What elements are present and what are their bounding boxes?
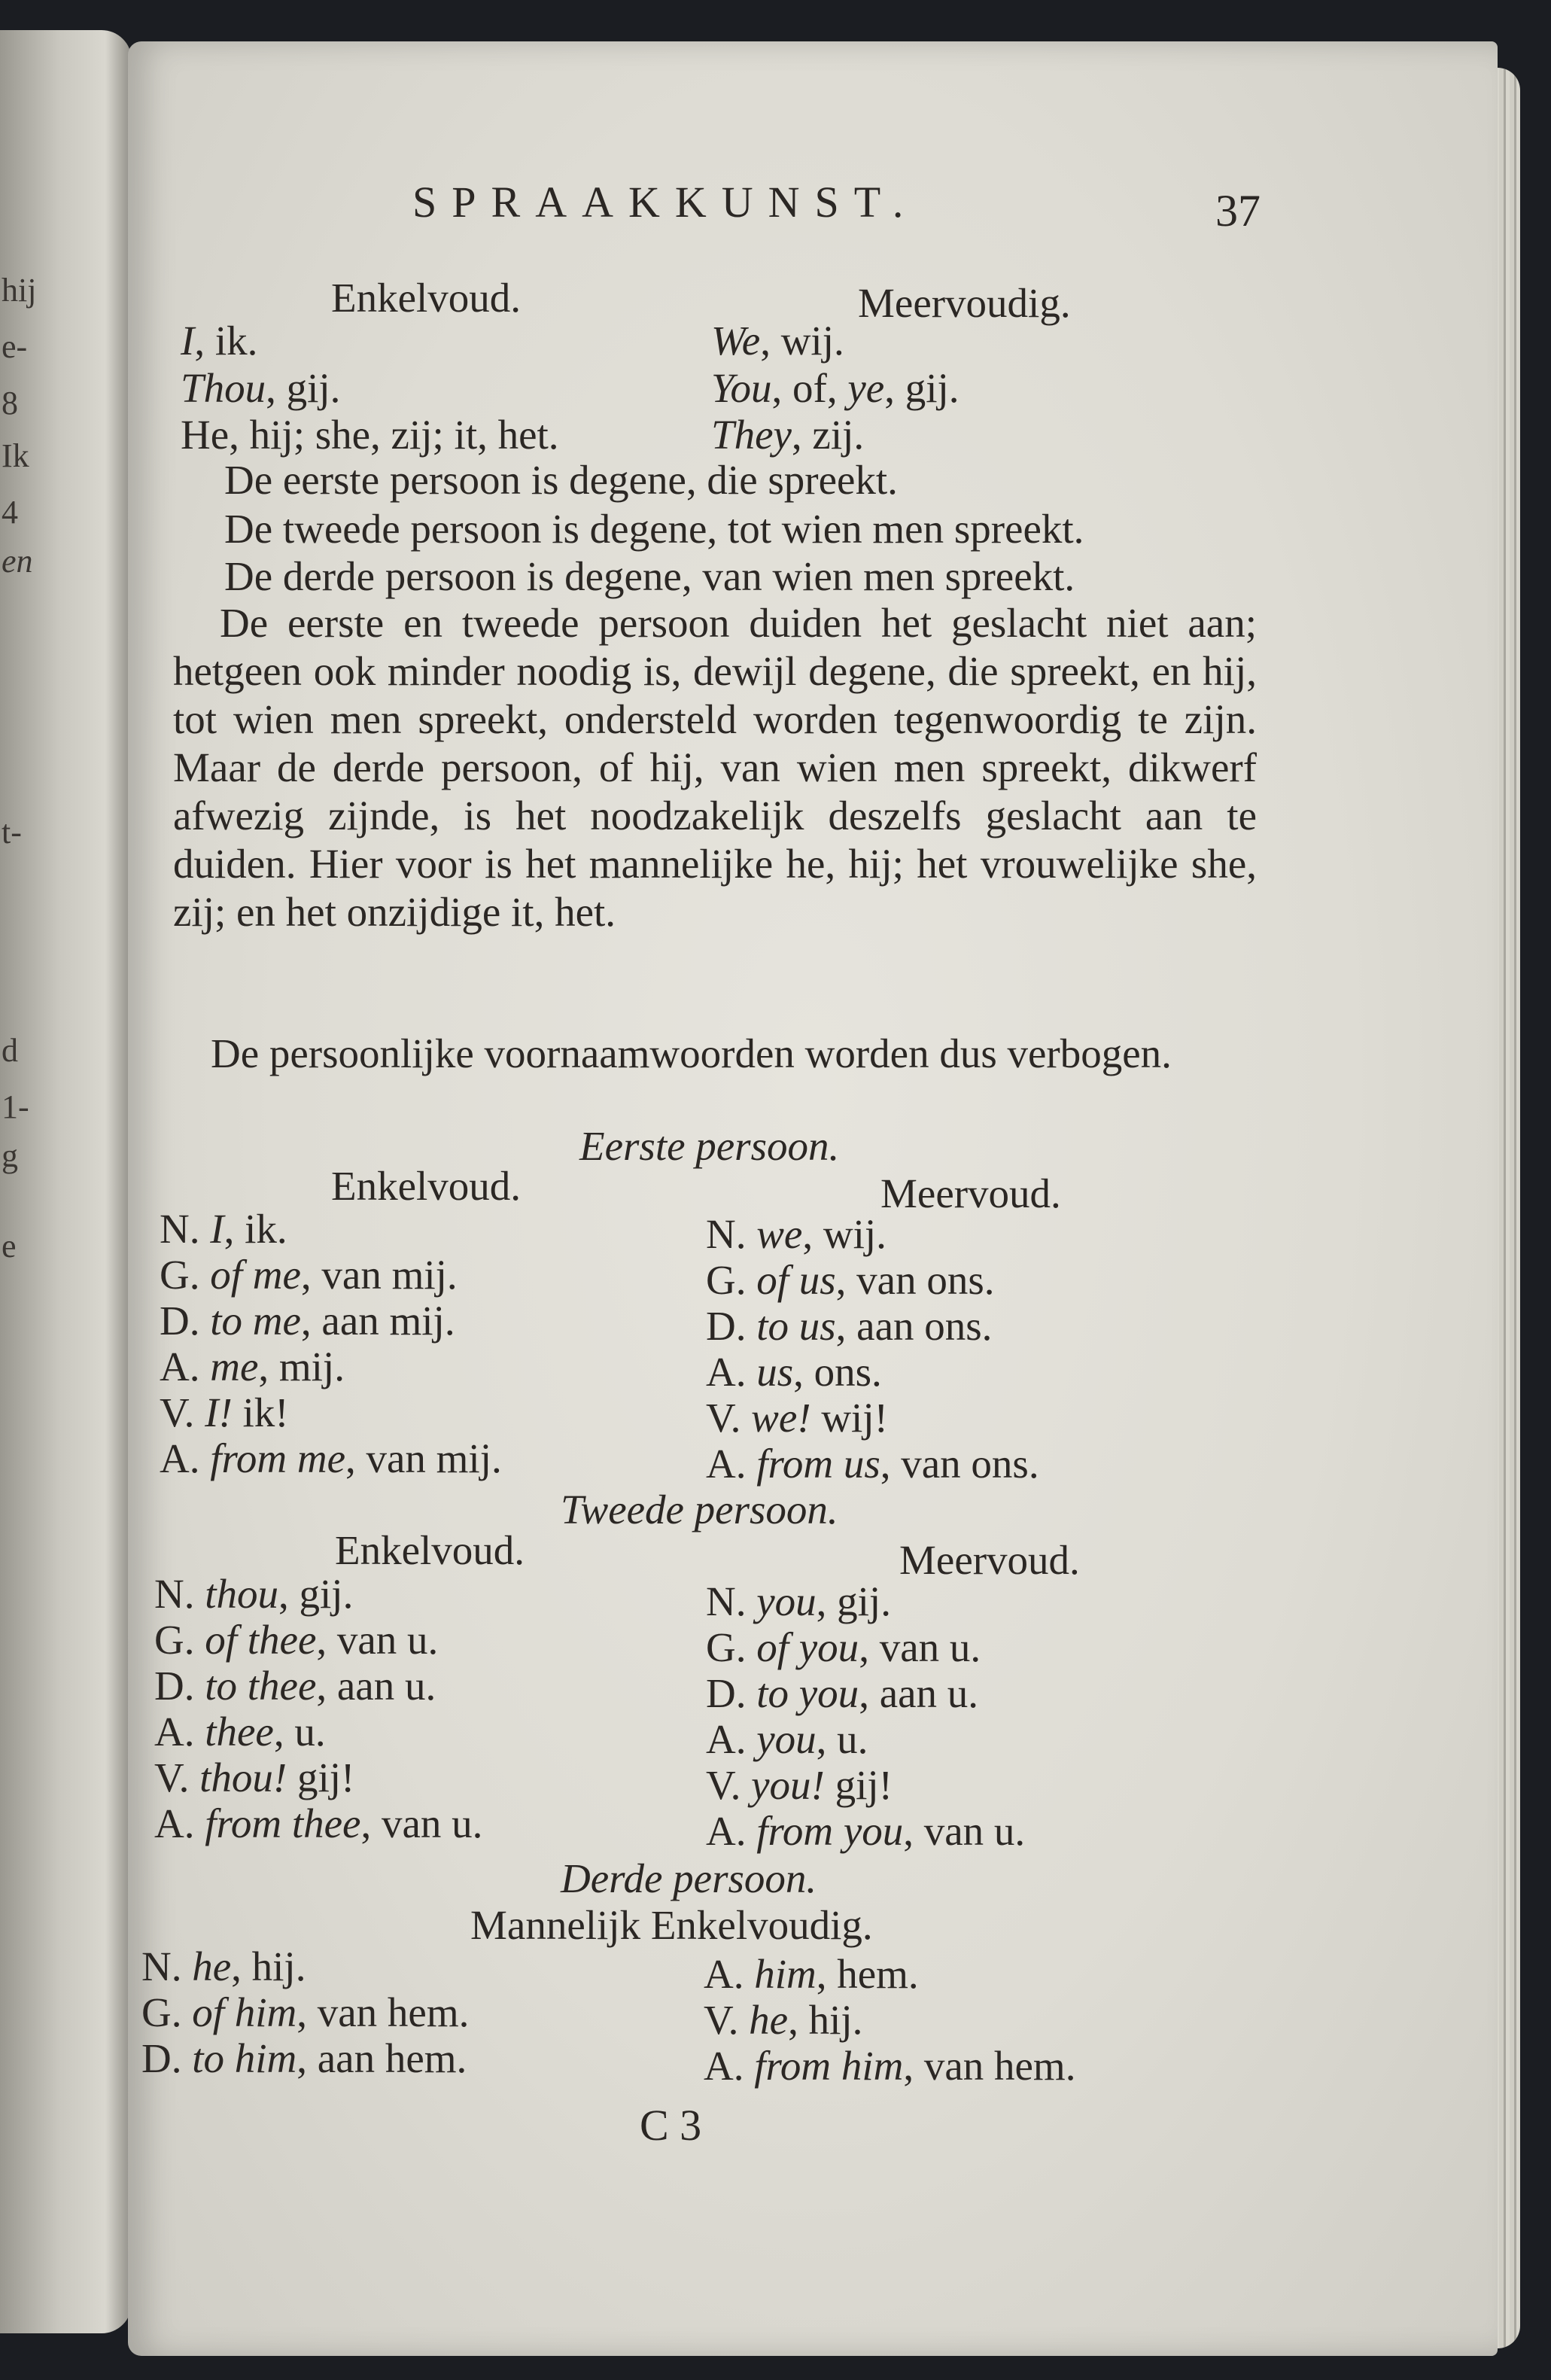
case-abbreviation: V. — [160, 1389, 205, 1435]
section-title: Eerste persoon. — [579, 1123, 840, 1169]
english-form: we — [756, 1211, 803, 1257]
dutch-form: ik! — [232, 1389, 289, 1435]
dutch-form: , van hem. — [903, 2043, 1076, 2089]
definition-line: De derde persoon is degene, van wien men spreekt. — [224, 553, 1075, 599]
case-abbreviation: A. — [160, 1435, 211, 1481]
declension-row — [141, 1989, 470, 2035]
english-form: we! — [751, 1395, 811, 1441]
english-form: thou — [205, 1571, 279, 1617]
case-abbreviation: D. — [706, 1303, 757, 1349]
declension-row — [704, 2043, 1076, 2089]
declension-row — [706, 1672, 978, 1714]
declension-row — [706, 1764, 893, 1806]
facing-page-fragment: e- — [2, 328, 28, 365]
declension-row — [154, 1617, 439, 1663]
declension-row — [706, 1395, 888, 1441]
section-title: Tweede persoon. — [561, 1487, 838, 1532]
english-form: I — [210, 1206, 224, 1252]
english-form: from thee — [205, 1800, 361, 1846]
dutch-form: , hij. — [788, 1997, 863, 2043]
case-abbreviation: G. — [154, 1617, 205, 1663]
declension-row — [160, 1298, 455, 1344]
english-form: I! — [205, 1389, 233, 1435]
declension-row — [154, 1573, 353, 1615]
definition-line: De eerste persoon is degene, die spreekt. — [224, 457, 898, 503]
intro-row: You, of, ye, gij. — [711, 365, 959, 411]
dutch-form: , aan mij. — [300, 1298, 455, 1344]
english-form: from him — [754, 2043, 904, 2089]
dutch-form: , mij. — [258, 1344, 345, 1389]
intro-row: They, zij. — [711, 412, 865, 458]
signature-mark: C 3 — [640, 2101, 702, 2150]
facing-page-fragment: hij — [2, 272, 37, 309]
dutch-form: wij! — [810, 1395, 888, 1441]
dutch-form: , van mij. — [300, 1252, 458, 1298]
dutch-form: , hij. — [231, 1943, 306, 1989]
dutch-form: , van u. — [316, 1617, 439, 1663]
english-form: to us — [756, 1303, 836, 1349]
running-title: SPRAAKKUNST. — [412, 178, 919, 227]
case-abbreviation: A. — [160, 1344, 211, 1389]
english-form: he — [192, 1943, 232, 1989]
declension-row — [160, 1252, 458, 1298]
case-abbreviation: A. — [706, 1441, 757, 1487]
declension-row — [154, 1800, 483, 1846]
english-form: he — [749, 1997, 789, 2043]
english-form: him — [754, 1951, 817, 1997]
english-form: from me — [210, 1435, 345, 1481]
facing-page-fragment: g — [2, 1137, 18, 1174]
english-form: thou! — [199, 1755, 287, 1800]
declension-row — [141, 2035, 467, 2081]
dutch-form: , aan u. — [859, 1670, 979, 1716]
dutch-form: , u. — [273, 1709, 326, 1755]
case-abbreviation: V. — [704, 1997, 750, 2043]
declension-row — [160, 1346, 345, 1387]
dutch-form: , van mij. — [345, 1435, 502, 1481]
declension-row — [154, 1709, 326, 1755]
dutch-form: , gij. — [278, 1571, 354, 1617]
english-form: to me — [210, 1298, 301, 1344]
declension-row — [706, 1810, 1025, 1852]
section-subtitle: Mannelijk Enkelvoudig. — [470, 1902, 873, 1948]
declension-row — [706, 1213, 887, 1255]
intro-row: I, ik. — [181, 318, 258, 364]
dutch-form: , van u. — [903, 1808, 1026, 1854]
case-abbreviation: G. — [706, 1257, 757, 1303]
intro-row: We, wij. — [711, 318, 844, 364]
intro-plural-heading: Meervoudig. — [858, 280, 1071, 326]
dutch-form: , ons. — [793, 1349, 882, 1395]
case-abbreviation: A. — [154, 1709, 205, 1755]
plural-heading: Meervoud. — [880, 1170, 1061, 1216]
declension-row — [154, 1757, 354, 1798]
facing-page-fragment: 8 — [2, 385, 18, 422]
case-abbreviation: N. — [154, 1571, 205, 1617]
dutch-form: , van hem. — [297, 1989, 470, 2035]
english-form: to you — [756, 1670, 859, 1716]
english-form: me — [210, 1344, 259, 1389]
case-abbreviation: D. — [160, 1298, 211, 1344]
plural-heading: Meervoud. — [899, 1537, 1080, 1583]
dutch-form: , aan ons. — [835, 1303, 993, 1349]
declension-row — [706, 1718, 868, 1760]
english-form: of us — [756, 1257, 836, 1303]
english-form: to thee — [205, 1663, 317, 1709]
english-form: to him — [192, 2035, 297, 2081]
section-title: Derde persoon. — [561, 1855, 817, 1901]
case-abbreviation: N. — [706, 1211, 757, 1257]
english-form: you — [756, 1716, 817, 1762]
dutch-form: , wij. — [802, 1211, 887, 1257]
declension-row — [704, 1999, 862, 2041]
case-abbreviation: V. — [706, 1395, 752, 1441]
case-abbreviation: A. — [706, 1716, 757, 1762]
case-abbreviation: A. — [704, 2043, 755, 2089]
declension-row — [160, 1389, 289, 1435]
english-form: you! — [751, 1762, 825, 1808]
facing-page-fragment: 1- — [2, 1088, 29, 1125]
english-form: of me — [210, 1252, 301, 1298]
dutch-form: , van u. — [859, 1624, 981, 1670]
dutch-form: , ik. — [224, 1206, 287, 1252]
case-abbreviation: D. — [706, 1670, 757, 1716]
facing-page-fragment: d — [2, 1032, 18, 1069]
dutch-form: , van ons. — [880, 1441, 1039, 1487]
case-abbreviation: V. — [706, 1762, 752, 1808]
case-abbreviation: G. — [706, 1624, 757, 1670]
facing-page-fragment: 4 — [2, 494, 18, 531]
declension-row — [154, 1663, 436, 1709]
english-form: of thee — [205, 1617, 317, 1663]
english-form: from you — [756, 1808, 904, 1854]
page-number: 37 — [1215, 186, 1261, 236]
case-abbreviation: N. — [160, 1206, 211, 1252]
intro-row: Thou, gij. — [181, 365, 341, 411]
declension-row — [706, 1441, 1039, 1487]
singular-heading: Enkelvoud. — [335, 1527, 525, 1573]
english-form: from us — [756, 1441, 880, 1487]
dutch-form: , van ons. — [835, 1257, 995, 1303]
case-abbreviation: D. — [141, 2035, 193, 2081]
intro-singular-heading: Enkelvoud. — [331, 275, 522, 321]
dutch-form: , gij. — [816, 1578, 891, 1624]
dutch-form: , hem. — [816, 1951, 919, 1997]
dutch-form: , aan u. — [316, 1663, 436, 1709]
facing-page-fragment: e — [2, 1228, 17, 1265]
declension-row — [160, 1206, 287, 1252]
declension-row — [706, 1259, 995, 1301]
english-form: of him — [192, 1989, 297, 2035]
english-form: of you — [756, 1624, 859, 1670]
english-form: thee — [205, 1709, 274, 1755]
facing-page-fragment: t- — [2, 814, 22, 851]
dutch-form: , aan hem. — [297, 2035, 467, 2081]
case-abbreviation: A. — [706, 1808, 757, 1854]
declension-row — [706, 1305, 992, 1347]
facing-page-fragment: en — [2, 543, 33, 580]
body-paragraph: De persoonlijke voornaamwoorden worden dus verbogen. — [211, 1030, 1172, 1076]
case-abbreviation: N. — [706, 1578, 757, 1624]
declension-row — [160, 1435, 502, 1481]
declension-row — [141, 1943, 306, 1989]
facing-page-fragment: Ik — [2, 437, 29, 474]
case-abbreviation: N. — [141, 1943, 193, 1989]
dutch-form: gij! — [287, 1755, 355, 1800]
declension-row — [706, 1624, 981, 1670]
case-abbreviation: G. — [160, 1252, 211, 1298]
body-paragraph: De eerste en tweede persoon duiden het geslacht niet aan; hetgeen ook minder noodig is, dewijl degene, die spreekt, en hij, tot wien men spreekt, ondersteld worden tegenwoordig te zijn. Maar de derde persoon, of hij, van wien men spreekt, dikwerf afwezig zijnde, is het noodzakelijk deszelfs geslacht aan te duiden. Hier voor is het mannelijke he, hij; het vrouwelijke she, zij; en het onzijdige it, het. — [173, 600, 1257, 935]
intro-row: He, hij; she, zij; it, het. — [181, 412, 559, 458]
dutch-form: , van u. — [360, 1800, 483, 1846]
dutch-form: gij! — [824, 1762, 893, 1808]
case-abbreviation: A. — [154, 1800, 205, 1846]
dutch-form: , u. — [816, 1716, 868, 1762]
singular-heading: Enkelvoud. — [331, 1163, 522, 1209]
declension-row — [706, 1349, 882, 1395]
english-form: us — [756, 1349, 794, 1395]
case-abbreviation: A. — [704, 1951, 755, 1997]
case-abbreviation: V. — [154, 1755, 200, 1800]
case-abbreviation: D. — [154, 1663, 205, 1709]
declension-row — [704, 1953, 919, 1995]
case-abbreviation: G. — [141, 1989, 193, 2035]
english-form: you — [756, 1578, 817, 1624]
declension-row — [706, 1578, 891, 1624]
facing-page-edge — [0, 30, 132, 2333]
definition-line: De tweede persoon is degene, tot wien men spreekt. — [224, 506, 1084, 552]
case-abbreviation: A. — [706, 1349, 757, 1395]
